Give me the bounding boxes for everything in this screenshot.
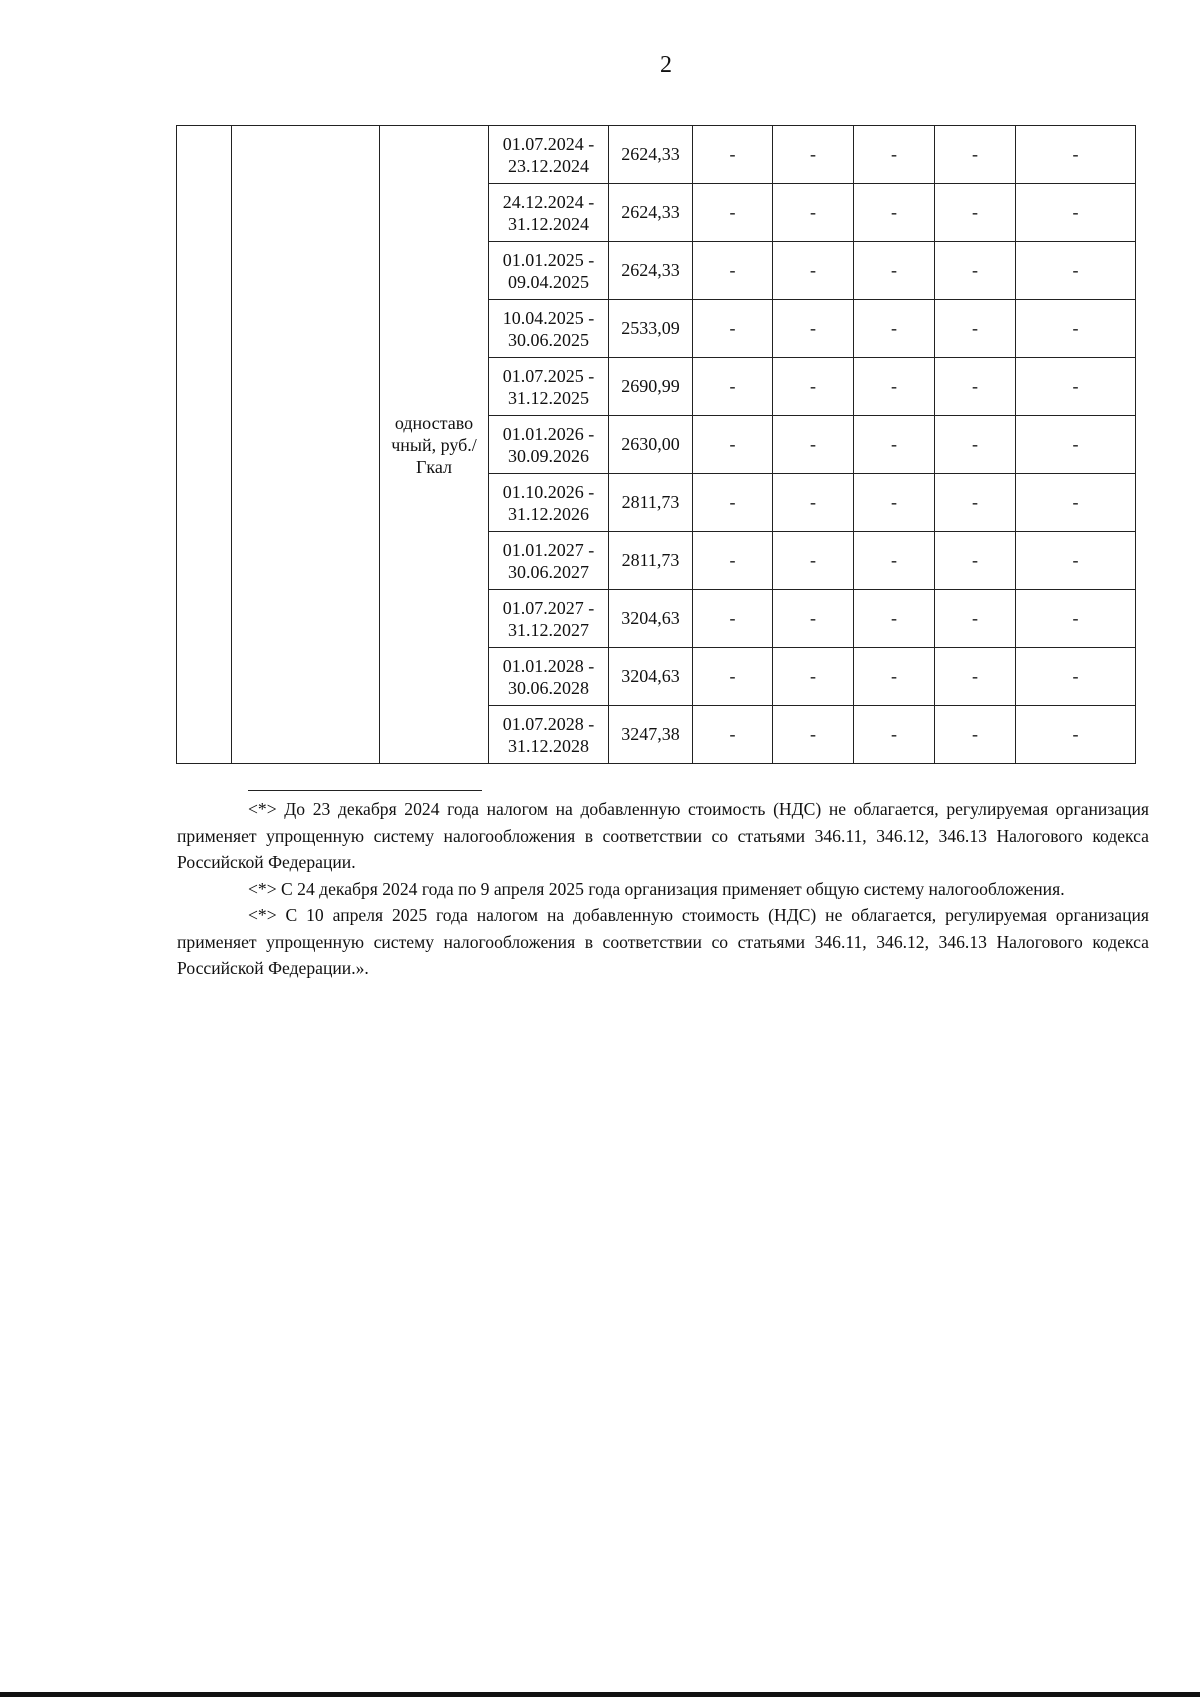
empty-value-cell: - [935, 590, 1016, 648]
number-column-cell [177, 126, 232, 764]
empty-value-cell: - [693, 648, 773, 706]
empty-value-cell: - [693, 184, 773, 242]
empty-value-cell: - [693, 590, 773, 648]
period-start: 01.01.2026 - [502, 423, 595, 444]
tariff-value-cell: 2690,99 [609, 358, 693, 416]
period-cell [489, 474, 609, 532]
tariff-unit-cell: одноставо чный, руб./Гкал [380, 126, 489, 764]
period-start: 01.07.2027 - [502, 597, 595, 618]
tariff-value-cell: 2624,33 [609, 126, 693, 184]
empty-value-cell: - [1016, 706, 1136, 764]
footnote-3: <*> С 10 апреля 2025 года налогом на добавленную стоимость (НДС) не облагается, регулируемая организация применяет упрощенную систему налогообложения в соответствии со статьями 346.11, 346.12, 346.13 Налогового кодекса Российской Федерации.». [177, 905, 1149, 978]
period-cell [489, 242, 609, 300]
empty-value-cell: - [693, 242, 773, 300]
empty-value-cell: - [773, 532, 854, 590]
period-cell [489, 706, 609, 764]
empty-value-cell: - [1016, 184, 1136, 242]
period-start: 01.01.2028 - [502, 655, 595, 676]
organization-column-cell [232, 126, 380, 764]
empty-value-cell: - [854, 706, 935, 764]
empty-value-cell: - [935, 706, 1016, 764]
period-start: 10.04.2025 - [502, 307, 595, 328]
empty-value-cell: - [773, 358, 854, 416]
tariff-value-cell: 2811,73 [609, 532, 693, 590]
period-end: 31.12.2028 [508, 735, 589, 756]
empty-value-cell: - [773, 648, 854, 706]
tariff-table [176, 125, 1136, 764]
period-cell [489, 300, 609, 358]
table-row [177, 126, 1136, 184]
tariff-value-cell: 2811,73 [609, 474, 693, 532]
period-end: 30.06.2028 [508, 677, 589, 698]
empty-value-cell: - [693, 126, 773, 184]
empty-value-cell: - [854, 126, 935, 184]
empty-value-cell: - [1016, 126, 1136, 184]
empty-value-cell: - [693, 416, 773, 474]
period-cell [489, 126, 609, 184]
empty-value-cell: - [854, 184, 935, 242]
empty-value-cell: - [854, 532, 935, 590]
empty-value-cell: - [935, 184, 1016, 242]
empty-value-cell: - [935, 126, 1016, 184]
period-end: 30.06.2027 [508, 561, 589, 582]
empty-value-cell: - [935, 358, 1016, 416]
period-end: 23.12.2024 [508, 155, 589, 176]
period-start: 01.10.2026 - [502, 481, 595, 502]
empty-value-cell: - [854, 590, 935, 648]
period-end: 30.06.2025 [508, 329, 589, 350]
period-start: 01.07.2025 - [502, 365, 595, 386]
scan-bottom-edge [0, 1692, 1200, 1697]
period-end: 09.04.2025 [508, 271, 589, 292]
empty-value-cell: - [1016, 474, 1136, 532]
period-end: 31.12.2027 [508, 619, 589, 640]
table-body [177, 126, 1136, 764]
empty-value-cell: - [773, 590, 854, 648]
period-cell [489, 416, 609, 474]
empty-value-cell: - [1016, 590, 1136, 648]
period-start: 24.12.2024 - [502, 191, 595, 212]
empty-value-cell: - [773, 706, 854, 764]
empty-value-cell: - [773, 474, 854, 532]
tariff-value-cell: 2624,33 [609, 184, 693, 242]
period-cell [489, 184, 609, 242]
tariff-value-cell: 2630,00 [609, 416, 693, 474]
empty-value-cell: - [1016, 648, 1136, 706]
period-start: 01.01.2025 - [502, 249, 595, 270]
period-cell [489, 358, 609, 416]
empty-value-cell: - [693, 706, 773, 764]
empty-value-cell: - [693, 474, 773, 532]
tariff-value-cell: 2624,33 [609, 242, 693, 300]
period-cell [489, 648, 609, 706]
empty-value-cell: - [773, 416, 854, 474]
footnote-1: <*> До 23 декабря 2024 года налогом на добавленную стоимость (НДС) не облагается, регулируемая организация применяет упрощенную систему налогообложения в соответствии со статьями 346.11, 346.12, 346.13 Налогового кодекса Российской Федерации. [177, 799, 1149, 872]
empty-value-cell: - [1016, 416, 1136, 474]
tariff-value-cell: 3204,63 [609, 590, 693, 648]
empty-value-cell: - [935, 532, 1016, 590]
empty-value-cell: - [773, 126, 854, 184]
tariff-value-cell: 3247,38 [609, 706, 693, 764]
empty-value-cell: - [773, 242, 854, 300]
empty-value-cell: - [693, 532, 773, 590]
empty-value-cell: - [693, 358, 773, 416]
empty-value-cell: - [854, 242, 935, 300]
period-cell [489, 590, 609, 648]
empty-value-cell: - [1016, 300, 1136, 358]
empty-value-cell: - [935, 242, 1016, 300]
empty-value-cell: - [1016, 242, 1136, 300]
period-end: 31.12.2026 [508, 503, 589, 524]
empty-value-cell: - [693, 300, 773, 358]
period-cell [489, 532, 609, 590]
empty-value-cell: - [935, 474, 1016, 532]
footnote-separator [248, 790, 482, 791]
empty-value-cell: - [773, 300, 854, 358]
tariff-value-cell: 3204,63 [609, 648, 693, 706]
empty-value-cell: - [854, 416, 935, 474]
page-number: 2 [660, 52, 672, 78]
empty-value-cell: - [854, 474, 935, 532]
empty-value-cell: - [935, 416, 1016, 474]
empty-value-cell: - [854, 648, 935, 706]
empty-value-cell: - [935, 300, 1016, 358]
period-start: 01.01.2027 - [502, 539, 595, 560]
empty-value-cell: - [854, 300, 935, 358]
period-end: 30.09.2026 [508, 445, 589, 466]
tariff-value-cell: 2533,09 [609, 300, 693, 358]
period-start: 01.07.2028 - [502, 713, 595, 734]
period-end: 31.12.2024 [508, 213, 589, 234]
empty-value-cell: - [773, 184, 854, 242]
footnotes [177, 796, 1149, 982]
empty-value-cell: - [1016, 358, 1136, 416]
empty-value-cell: - [1016, 532, 1136, 590]
period-start: 01.07.2024 - [502, 133, 595, 154]
period-end: 31.12.2025 [508, 387, 589, 408]
footnote-2: <*> С 24 декабря 2024 года по 9 апреля 2025 года организация применяет общую систему налогообложения. [248, 878, 1065, 899]
empty-value-cell: - [854, 358, 935, 416]
empty-value-cell: - [935, 648, 1016, 706]
